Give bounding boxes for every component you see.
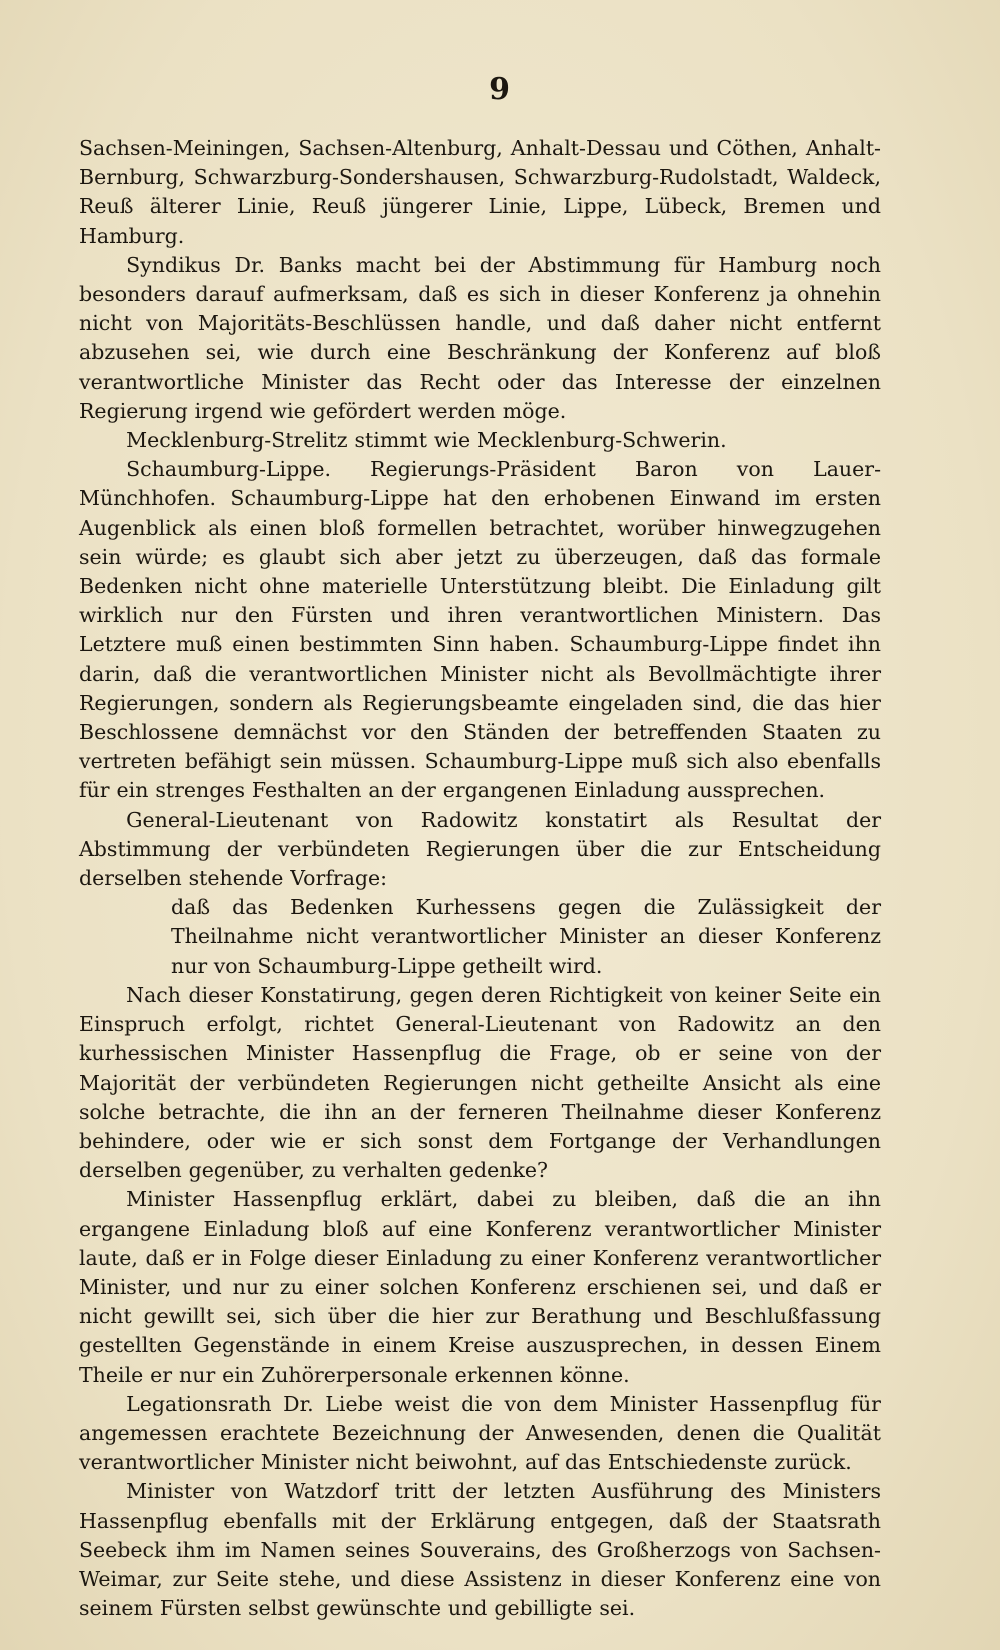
paragraph-schaumburg-lippe: Schaumburg-Lippe. Regierungs-Präsident Baron von Lauer-Münchhofen. Schaumburg-Lippe hat den erhobenen Einwand im ersten Augenblick als einen bloß formellen betrachtet, worüber hinwegzugehen sein würde; es glaubt sich aber jetzt zu überzeugen, daß das formale Bedenken nicht ohne materielle Unterstützung bleibt. Die Einladung gilt wirklich nur den Fürsten und ihren verantwortlichen Ministern. Das Letztere muß einen bestimmten Sinn haben. Schaumburg-Lippe findet ihn darin, daß die verantwortlichen Minister nicht als Bevollmächtigte ihrer Regierungen, sondern als Regierungsbeamte eingeladen sind, die das hier Beschlossene demnächst vor den Ständen der betreffenden Staaten zu vertreten befähigt sein müssen. Schaumburg-Lippe muß sich also ebenfalls für ein strenges Festhalten an der ergangenen Einladung aussprechen. [79, 457, 881, 803]
paragraph-state-list: Sachsen-Meiningen, Sachsen-Altenburg, Anhalt-Dessau und Cöthen, Anhalt-Bernburg, Schwarzburg-Sondershausen, Schwarzburg-Rudolstadt, Waldeck, Reuß älterer Linie, Reuß jüngerer Linie, Lippe, Lübeck, Bremen und Hamburg. [79, 136, 881, 248]
paragraph-radowitz-question: Nach dieser Konstatirung, gegen deren Richtigkeit von keiner Seite ein Einspruch erfolgt, richtet General-Lieutenant von Radowitz an den kurhessischen Minister Hassenpflug die Frage, ob er seine von der Majorität der verbündeten Regierungen nicht getheilte Ansicht als eine solche betrachte, die ihn an der ferneren Theilnahme dieser Konferenz behindere, oder wie er sich sonst dem Fortgange der Verhandlungen derselben gegenüber, zu verhalten gedenke? [79, 982, 881, 1183]
paragraph-quoted-resolution: daß das Bedenken Kurhessens gegen die Zulässigkeit der Theilnahme nicht verantwortlicher Minister an dieser Konferenz nur von Schaumburg-Lippe getheilt wird. [171, 895, 881, 978]
body-text [79, 134, 881, 1623]
paragraph-radowitz-result: General-Lieutenant von Radowitz konstatirt als Resultat der Abstimmung der verbündeten Regierungen über die zur Entscheidung derselben stehende Vorfrage: [79, 807, 881, 891]
paragraph-banks: Syndikus Dr. Banks macht bei der Abstimmung für Hamburg noch besonders darauf aufmerksam, daß es sich in dieser Konferenz ja ohnehin nicht von Majoritäts-Beschlüssen handle, und daß daher nicht entfernt abzusehen sei, wie durch eine Beschränkung der Konferenz auf bloß verantwortliche Minister das Recht oder das Interesse der einzelnen Regierung irgend wie gefördert werden möge. [79, 252, 881, 423]
paragraph-liebe: Legationsrath Dr. Liebe weist die von dem Minister Hassenpflug für angemessen erachtete Bezeichnung der Anwesenden, denen die Qualität verantwortlicher Minister nicht beiwohnt, auf das Entschiedenste zurück. [79, 1391, 881, 1475]
paragraph-hassenpflug: Minister Hassenpflug erklärt, dabei zu bleiben, daß die an ihn ergangene Einladung bloß auf eine Konferenz verantwortlicher Minister laute, daß er in Folge dieser Einladung zu einer Konferenz verantwortlicher Minister, und nur zu einer solchen Konferenz erschienen sei, und daß er nicht gewillt sei, sich über die hier zur Berathung und Beschlußfassung gestellten Gegenstände in einem Kreise auszusprechen, in dessen Einem Theile er nur ein Zuhörerpersonale erkennen könne. [79, 1187, 881, 1387]
paragraph-watzdorf: Minister von Watzdorf tritt der letzten Ausführung des Ministers Hassenpflug ebenfalls mit der Erklärung entgegen, daß der Staatsrath Seebeck ihm im Namen seines Souverains, des Großherzogs von Sachsen-Weimar, zur Seite stehe, und diese Assistenz in dieser Konferenz eine von seinem Fürsten selbst gewünschte und gebilligte sei. [79, 1479, 881, 1621]
paragraph-mecklenburg-strelitz: Mecklenburg-Strelitz stimmt wie Mecklenburg-Schwerin. [126, 428, 727, 453]
page-number: 9 [489, 72, 511, 107]
